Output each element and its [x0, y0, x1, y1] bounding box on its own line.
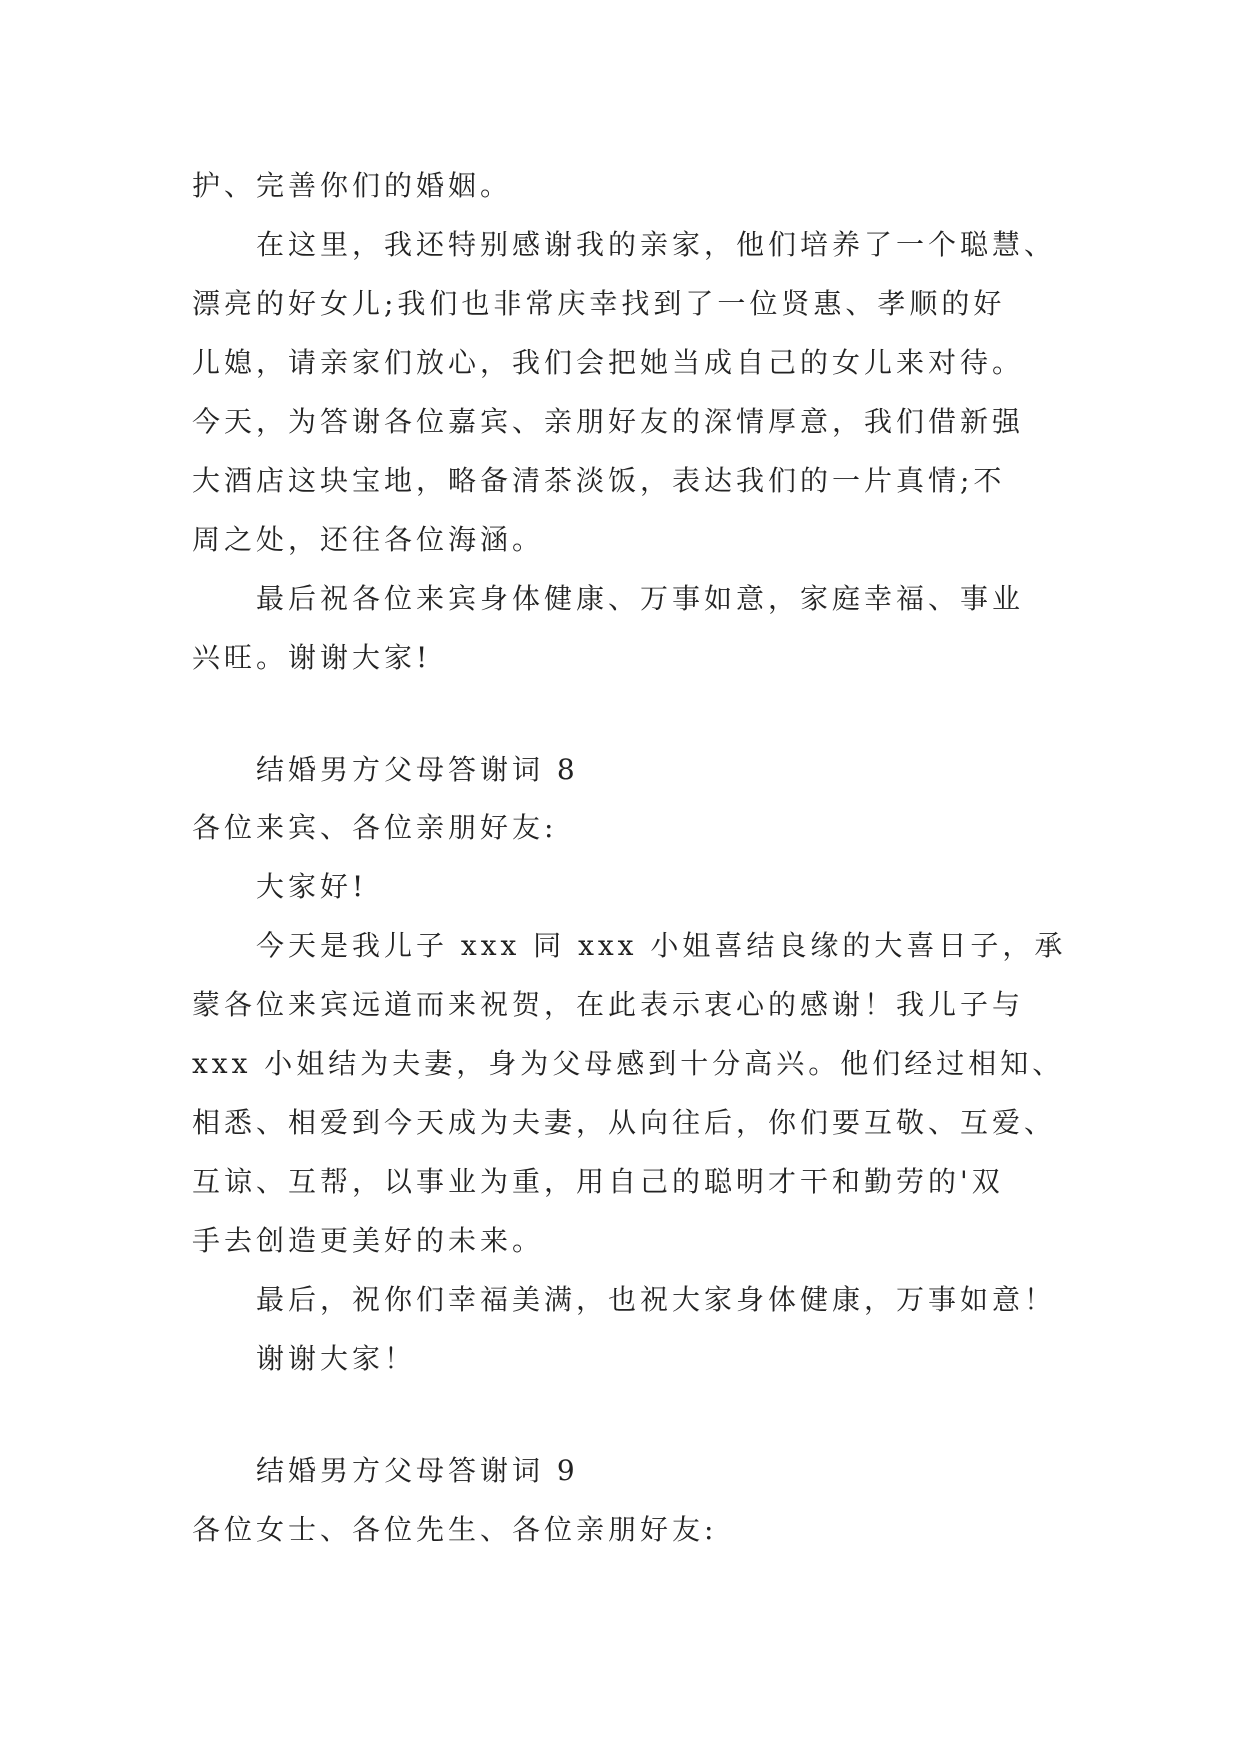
section-heading: 结婚男方父母答谢词 9 [256, 1454, 579, 1487]
salutation: 各位来宾、各位亲朋好友: [192, 811, 558, 844]
paragraph-line: 儿媳，请亲家们放心，我们会把她当成自己的女儿来对待。 [192, 346, 1025, 379]
paragraph-line: 今天，为答谢各位嘉宾、亲朋好友的深情厚意，我们借新强 [192, 405, 1025, 438]
paragraph-line: 兴旺。谢谢大家! [192, 641, 432, 674]
paragraph-line: 周之处，还往各位海涵。 [192, 523, 545, 556]
paragraph-line: 护、完善你们的婚姻。 [192, 169, 513, 202]
closing-line: 谢谢大家！ [256, 1342, 417, 1375]
paragraph-line: 相悉、相爱到今天成为夫妻，从向往后，你们要互敬、互爱、 [192, 1106, 1057, 1139]
paragraph-line: 手去创造更美好的未来。 [192, 1224, 545, 1257]
paragraph-line: xxx 小姐结为夫妻，身为父母感到十分高兴。他们经过相知、 [192, 1047, 1065, 1080]
paragraph-line: 今天是我儿子 xxx 同 xxx 小姐喜结良缘的大喜日子，承 [256, 929, 1067, 962]
paragraph-line: 蒙各位来宾远道而来祝贺，在此表示衷心的感谢！我儿子与 [192, 988, 1025, 1021]
paragraph-line: 最后，祝你们幸福美满，也祝大家身体健康，万事如意！ [256, 1283, 1057, 1316]
greeting: 大家好! [256, 870, 368, 903]
paragraph-line: 漂亮的好女儿;我们也非常庆幸找到了一位贤惠、孝顺的好 [192, 287, 1006, 320]
paragraph-line: 最后祝各位来宾身体健康、万事如意，家庭幸福、事业 [256, 582, 1025, 615]
section-heading: 结婚男方父母答谢词 8 [256, 753, 579, 786]
paragraph-line: 在这里，我还特别感谢我的亲家，他们培养了一个聪慧、 [256, 228, 1057, 261]
salutation: 各位女士、各位先生、各位亲朋好友: [192, 1513, 718, 1546]
paragraph-line: 大酒店这块宝地，略备清茶淡饭，表达我们的一片真情;不 [192, 464, 1006, 497]
paragraph-line: 互谅、互帮，以事业为重，用自己的聪明才干和勤劳的'双 [192, 1165, 1004, 1198]
